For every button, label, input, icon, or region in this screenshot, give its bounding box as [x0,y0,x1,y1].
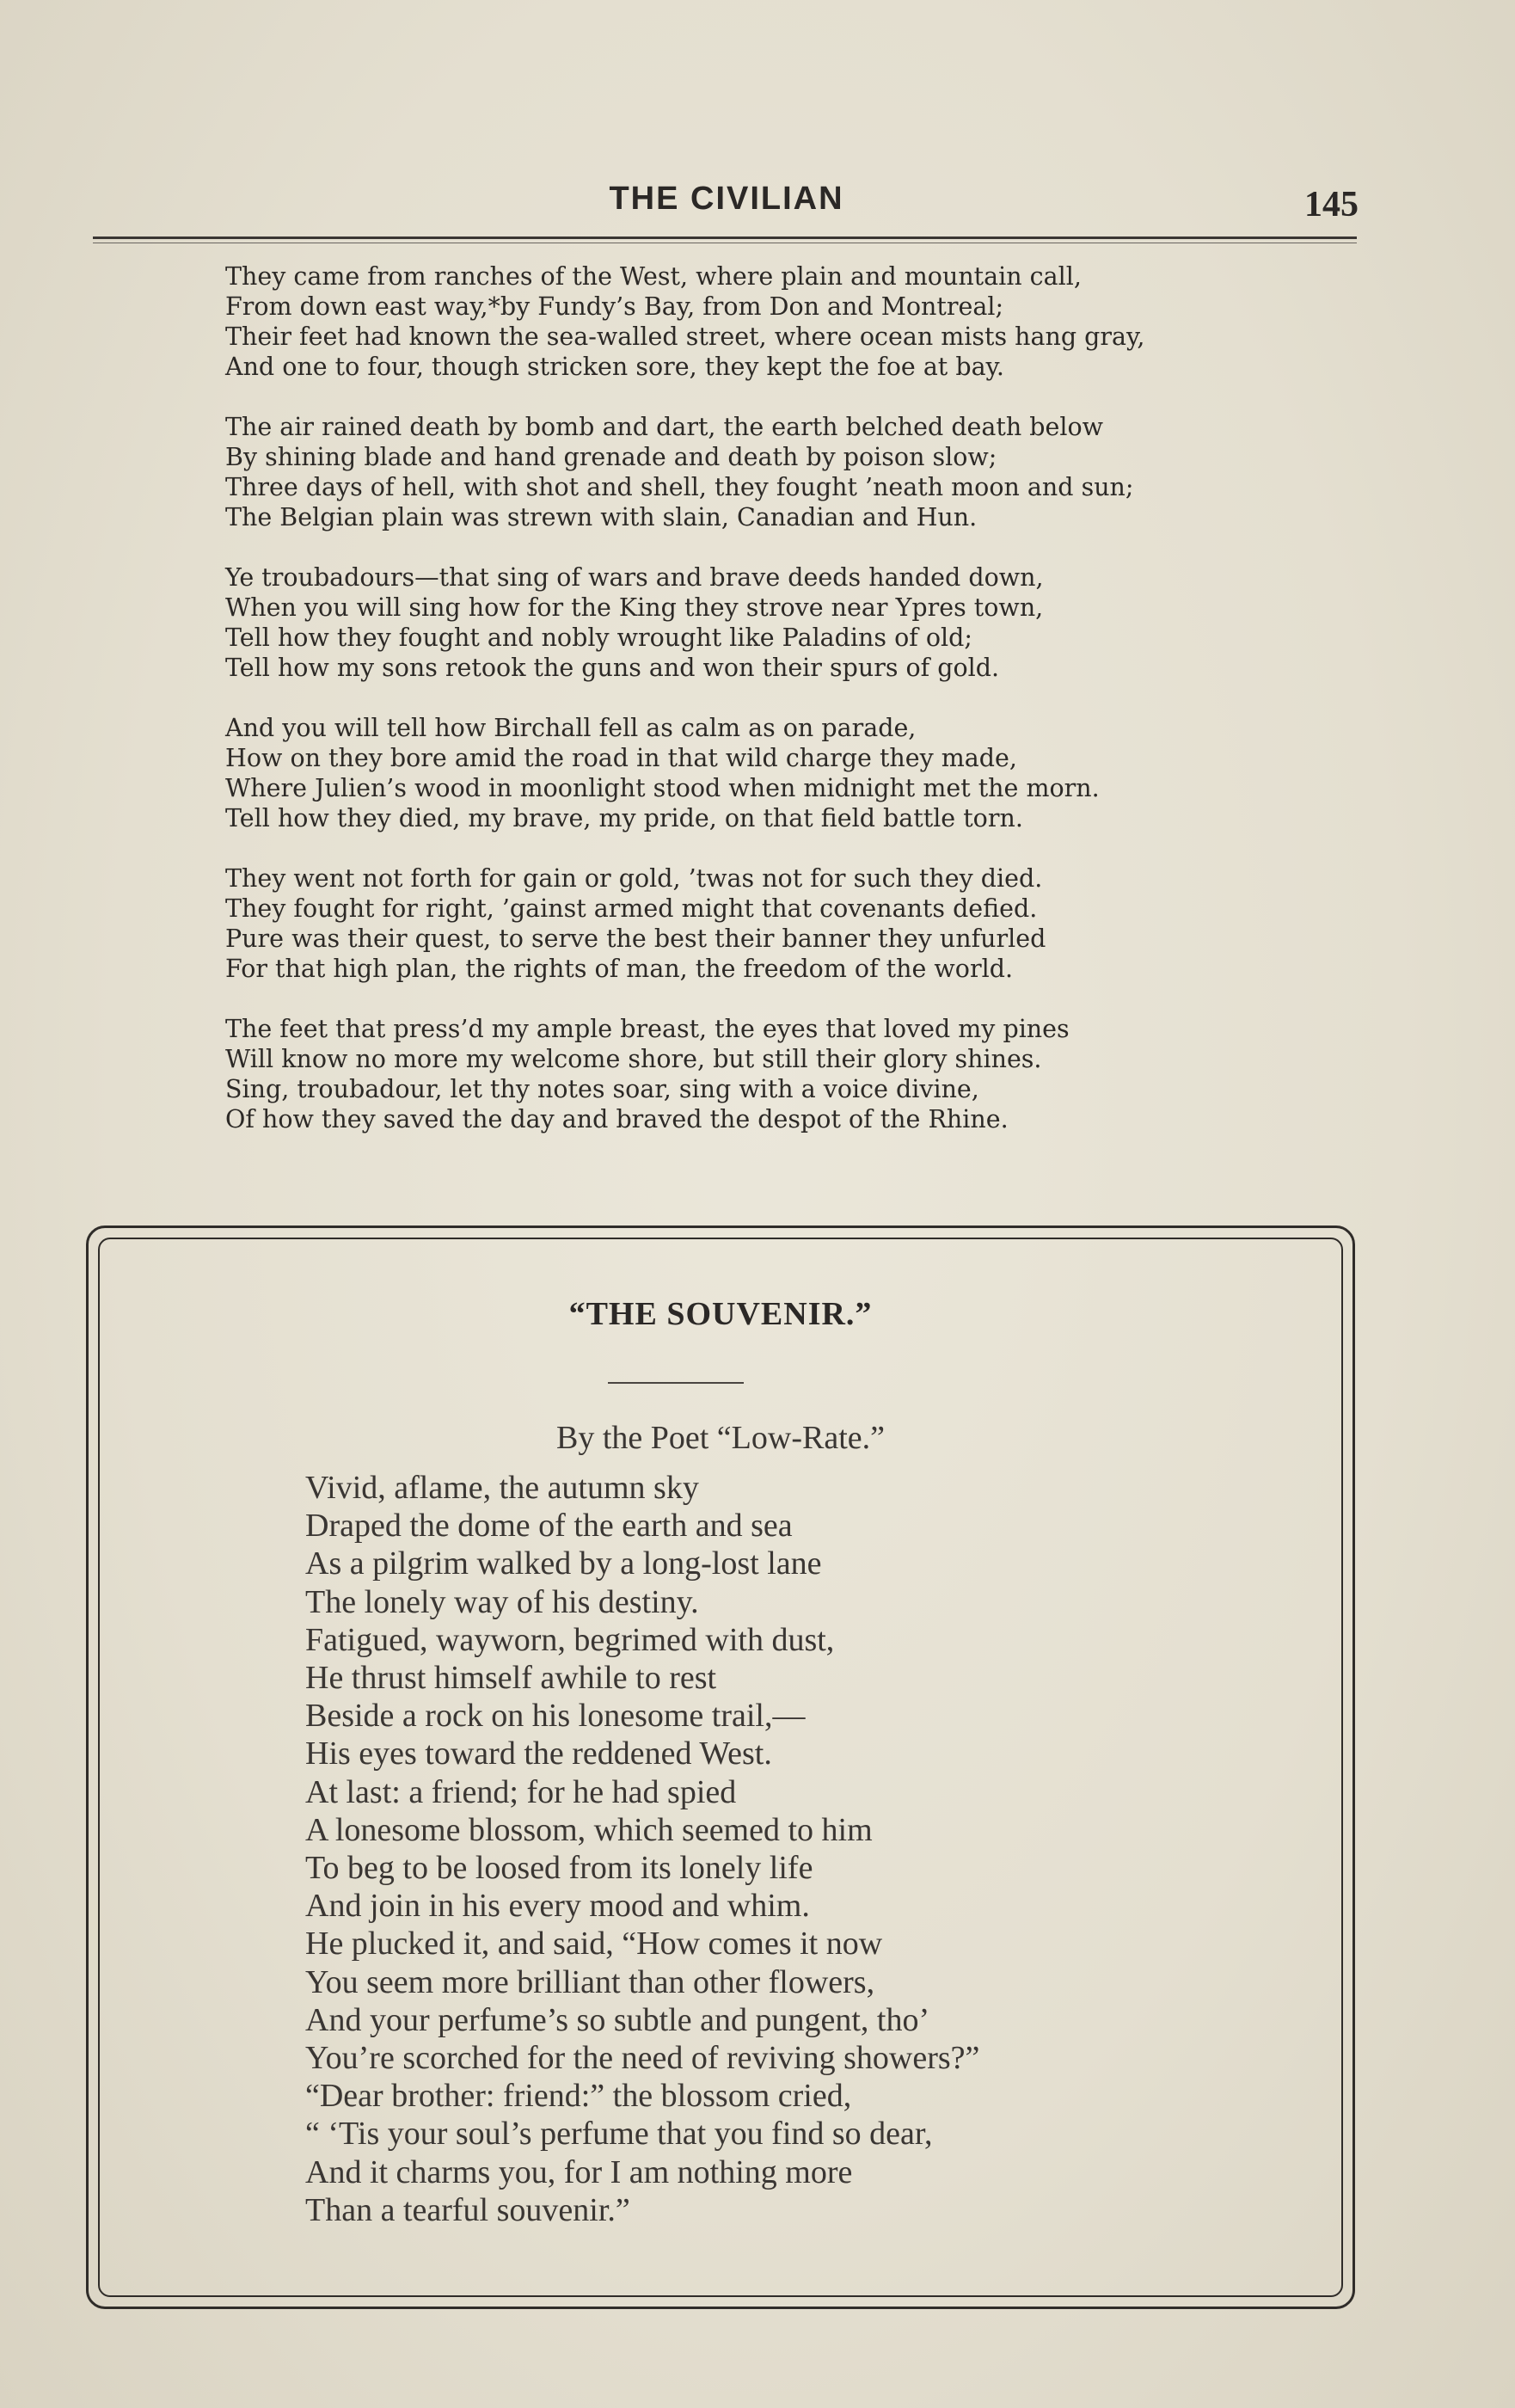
poem-line: Their feet had known the sea-walled street, where ocean mists hang gray, [225,322,1145,351]
poem-line: The feet that press’d my ample breast, the eyes that loved my pines [225,1015,1070,1043]
poem-line: Pure was their quest, to serve the best their banner they unfurled [225,924,1046,953]
poem-line: And you will tell how Birchall fell as calm as on parade, [225,714,917,742]
souvenir-line: Draped the dome of the earth and sea [305,1508,793,1545]
souvenir-line: Than a tearful souvenir.” [305,2191,630,2228]
poem-line: Tell how they died, my brave, my pride, on that field battle torn. [225,804,1023,832]
header-rule [93,236,1357,239]
souvenir-line: You seem more brilliant than other flowers, [305,1963,875,2000]
poem-line: Where Julien’s wood in moonlight stood when midnight met the morn. [225,774,1100,802]
stanza [225,261,1360,382]
stanza [225,863,1360,984]
poem-line: Will know no more my welcome shore, but still their glory shines. [225,1045,1042,1073]
souvenir-line: The lonely way of his destiny. [305,1583,699,1620]
souvenir-line: Fatigued, wayworn, begrimed with dust, [305,1621,835,1658]
souvenir-line: As a pilgrim walked by a long-lost lane [305,1545,822,1582]
souvenir-byline: By the Poet “Low-Rate.” [555,1420,885,1456]
poem-line: From down east way,*by Fundy’s Bay, from Don and Montreal; [225,292,1004,321]
souvenir-line: A lonesome blossom, which seemed to him [305,1811,873,1848]
poem-line: They went not forth for gain or gold, ’twas not for such they died. [225,864,1043,893]
poem-line: Ye troubadours—that sing of wars and brave deeds handed down, [225,563,1044,592]
poem-line: They came from ranches of the West, where plain and mountain call, [225,262,1082,291]
stanza [225,713,1360,833]
souvenir-line: And it charms you, for I am nothing more [305,2153,853,2190]
page-number: 145 [1304,185,1359,224]
souvenir-line: You’re scorched for the need of reviving showers?” [305,2040,980,2077]
poem-line: When you will sing how for the King they strove near Ypres town, [225,593,1044,622]
running-title: THE CIVILIAN [609,181,844,217]
souvenir-line: And join in his every mood and whim. [305,1888,810,1925]
poem-line: How on they bore amid the road in that wild charge they made, [225,744,1017,772]
poem-line: By shining blade and hand grenade and death by poison slow; [225,443,997,471]
souvenir-line: “Dear brother: friend:” the blossom cried, [305,2078,852,2115]
poem-top [225,261,1360,1164]
souvenir-line: He thrust himself awhile to rest [305,1660,717,1697]
poem-line: The air rained death by bomb and dart, the earth belched death below [225,413,1104,441]
souvenir-line: “ ‘Tis your soul’s perfume that you find so dear, [305,2116,933,2153]
souvenir-line: To beg to be loosed from its lonely life [305,1850,813,1887]
souvenir-line: Vivid, aflame, the autumn sky [305,1470,699,1506]
stanza [225,1014,1360,1134]
running-head [95,181,1359,232]
poem-line: They fought for right, ’gainst armed might that covenants defied. [225,894,1038,923]
souvenir-title: “THE SOUVENIR.” [568,1296,873,1332]
stanza [225,562,1360,683]
stanza [225,412,1360,532]
souvenir-poem [305,1469,1251,2229]
poem-line: Of how they saved the day and braved the despot of the Rhine. [225,1105,1009,1133]
souvenir-line: He plucked it, and said, “How comes it now [305,1926,883,1963]
souvenir-line: Beside a rock on his lonesome trail,— [305,1698,806,1735]
poem-line: Three days of hell, with shot and shell, they fought ’neath moon and sun; [225,473,1134,501]
poem-line: Sing, troubadour, let thy notes soar, sing with a voice divine, [225,1075,979,1103]
title-rule [608,1382,744,1384]
souvenir-line: His eyes toward the reddened West. [305,1735,772,1772]
souvenir-line: And your perfume’s so subtle and pungent, tho’ [305,2001,930,2038]
poem-line: Tell how my sons retook the guns and won their spurs of gold. [225,654,1000,682]
poem-line: Tell how they fought and nobly wrought like Paladins of old; [225,624,972,652]
poem-line: The Belgian plain was strewn with slain, Canadian and Hun. [225,503,978,531]
poem-line: And one to four, though stricken sore, they kept the foe at bay. [225,353,1004,381]
poem-line: For that high plan, the rights of man, the freedom of the world. [225,955,1014,983]
souvenir-line: At last: a friend; for he had spied [305,1773,737,1810]
